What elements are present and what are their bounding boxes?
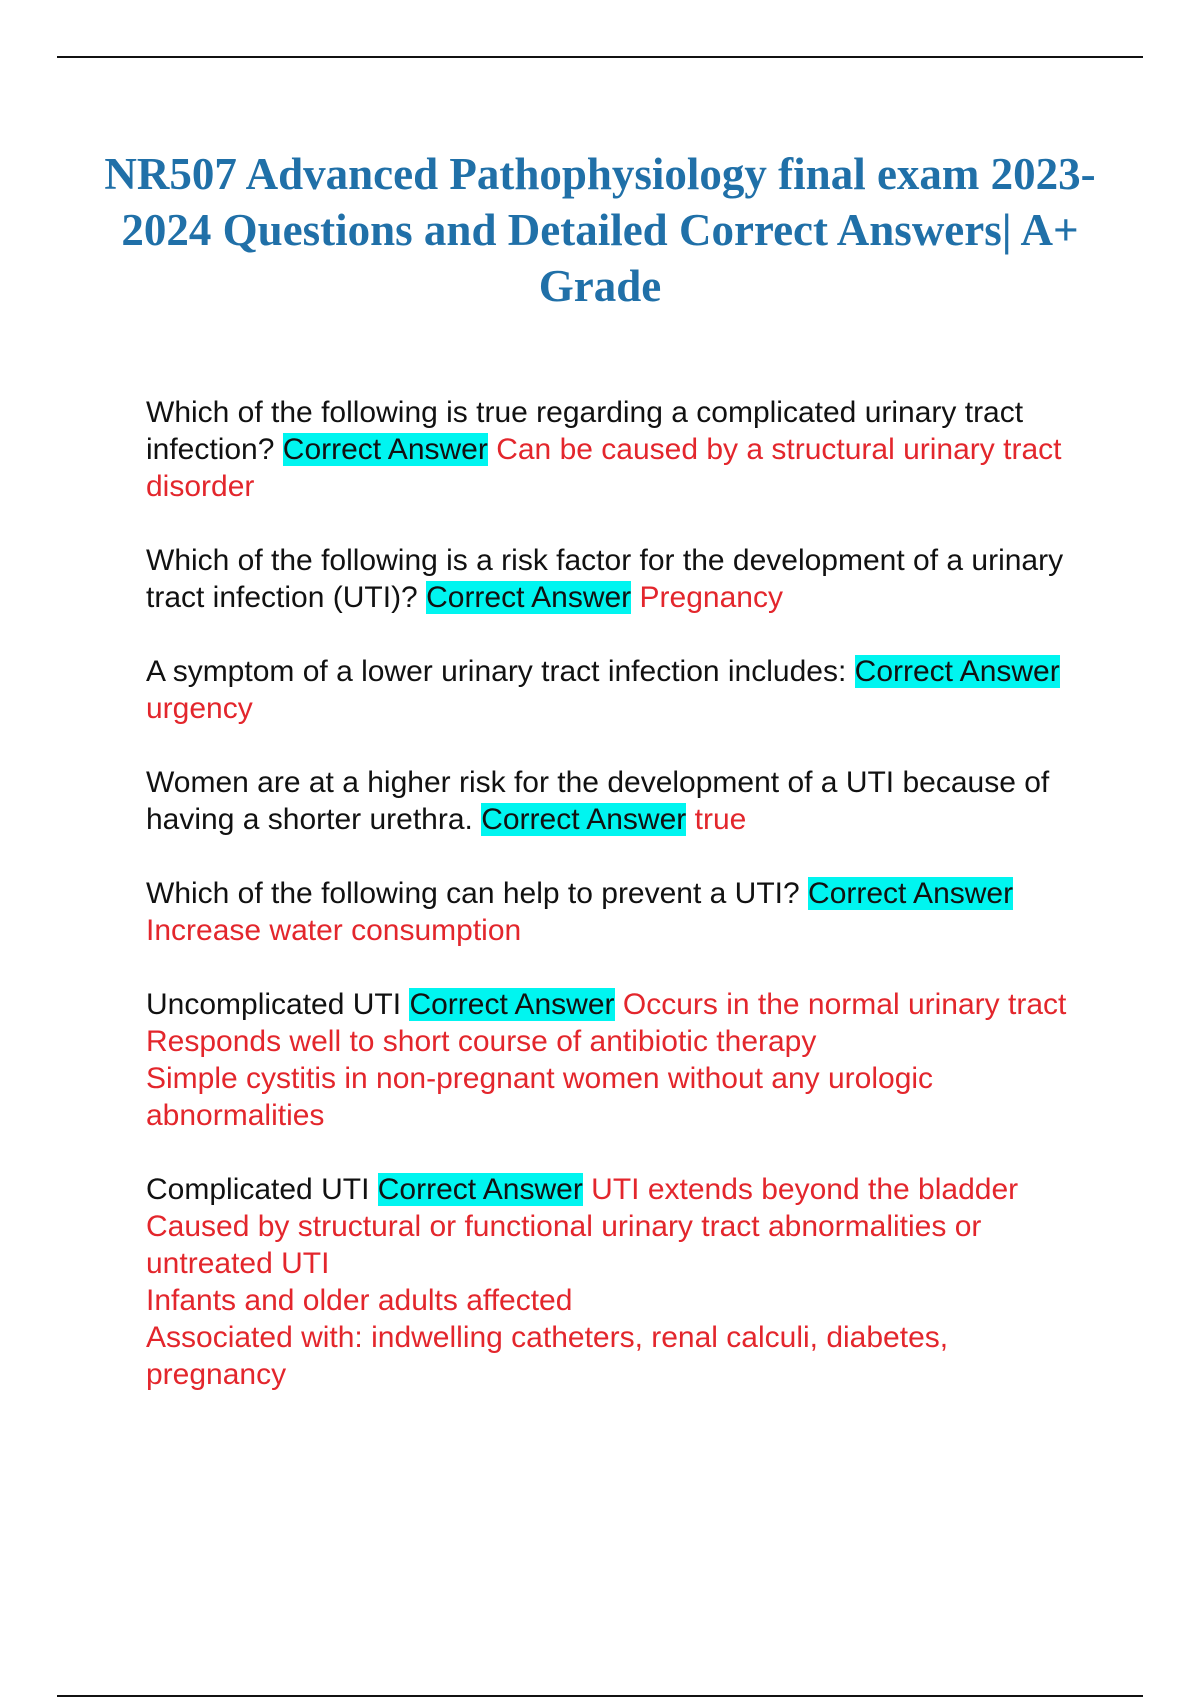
answer-line: Responds well to short course of antibiotic therapy [146,1025,817,1058]
question-text: A symptom of a lower urinary tract infection includes: [146,655,847,688]
question-text: Uncomplicated UTI [146,988,402,1021]
document-title: NR507 Advanced Pathophysiology final exam 2023-2024 Questions and Detailed Correct Answers| A+ Grade [104,149,1096,311]
correct-answer-label: Correct Answer [854,655,1060,688]
question-text: Which of the following is true regarding a complicated urinary tract infection? [146,396,1024,466]
answer-text: UTI extends beyond the bladder [591,1173,1019,1206]
correct-answer-label: Correct Answer [481,803,687,836]
qa-item-5 [146,875,1076,949]
qa-item-2 [146,542,1076,616]
qa-list [146,394,1076,1430]
question-text: Complicated UTI [146,1173,370,1206]
bottom-rule [57,1695,1143,1697]
answer-text: Increase water consumption [146,914,522,947]
answer-text: true [694,803,747,836]
answer-line: Associated with: indwelling catheters, renal calculi, diabetes, pregnancy [146,1321,949,1391]
answer-line: Caused by structural or functional urinary tract abnormalities or untreated UTI [146,1210,982,1280]
qa-item-4 [146,764,1076,838]
qa-item-1 [146,394,1076,505]
answer-text: Can be caused by a structural urinary tract disorder [146,433,1062,503]
answer-line: Infants and older adults affected [146,1284,573,1317]
answer-text: urgency [146,692,253,725]
qa-item-3 [146,653,1076,727]
question-text: Which of the following can help to prevent a UTI? [146,877,800,910]
correct-answer-label: Correct Answer [808,877,1014,910]
answer-line: Simple cystitis in non-pregnant women without any urologic abnormalities [146,1062,934,1132]
top-rule [57,56,1143,58]
correct-answer-label: Correct Answer [409,988,615,1021]
correct-answer-label: Correct Answer [426,581,632,614]
answer-text: Pregnancy [639,581,783,614]
correct-answer-label: Correct Answer [377,1173,583,1206]
correct-answer-label: Correct Answer [282,433,488,466]
question-text: Women are at a higher risk for the development of a UTI because of having a shorter urethra. [146,766,1050,836]
question-text: Which of the following is a risk factor for the development of a urinary tract infection (UTI)? [146,544,1064,614]
answer-text: Occurs in the normal urinary tract [622,988,1067,1021]
qa-item-6 [146,986,1076,1134]
qa-item-7 [146,1171,1076,1393]
